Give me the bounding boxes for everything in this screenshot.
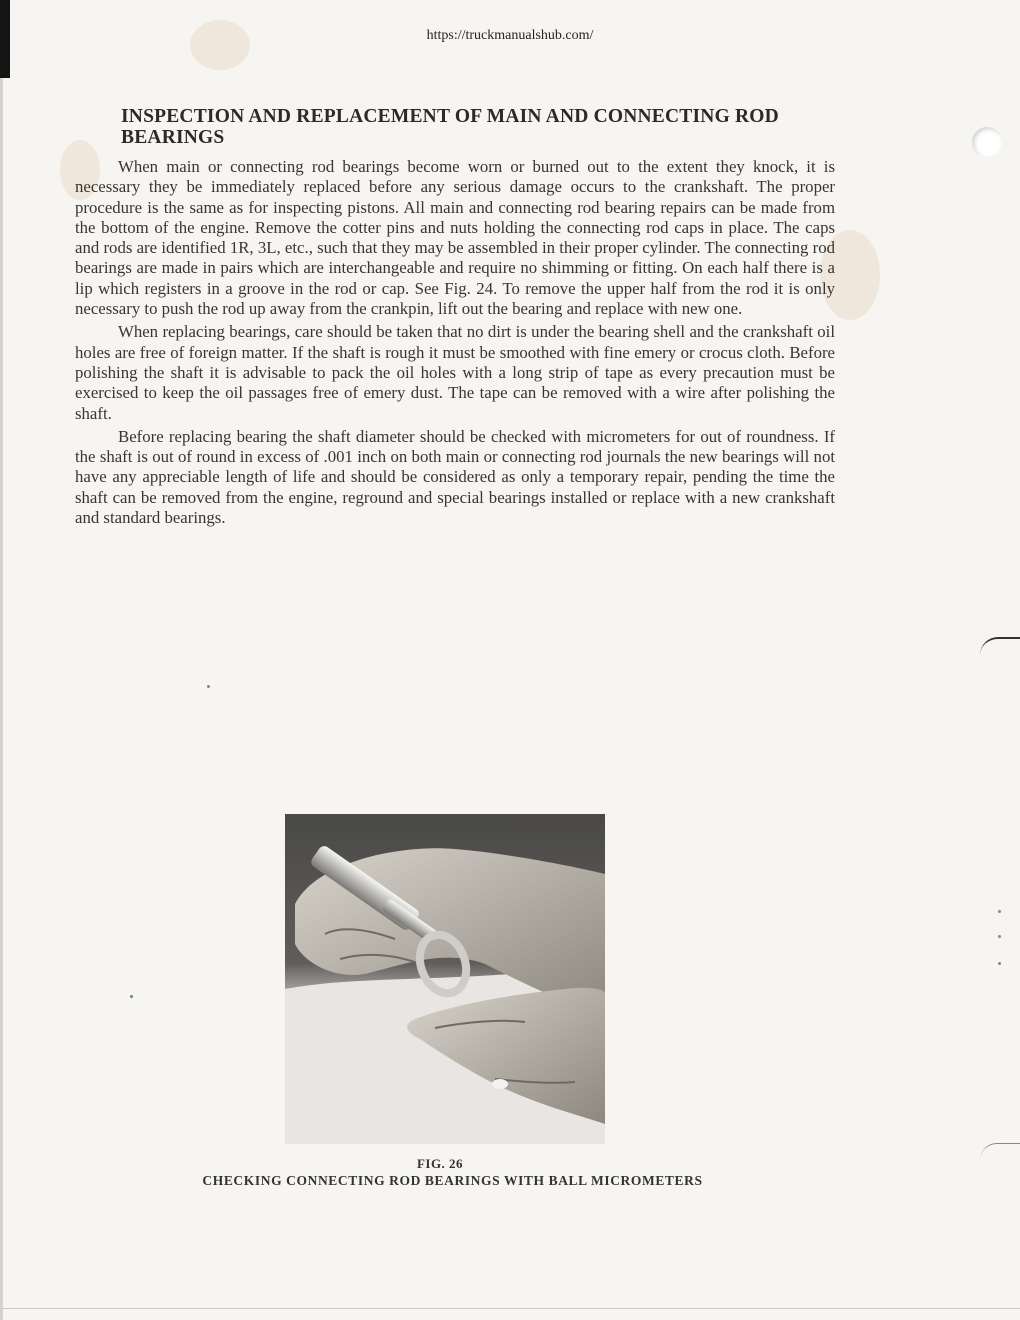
binder-hole bbox=[972, 127, 1002, 157]
figure-photo bbox=[285, 814, 605, 1144]
binder-mark bbox=[980, 637, 1020, 655]
binder-mark bbox=[980, 1143, 1020, 1160]
figure-caption: CHECKING CONNECTING ROD BEARINGS WITH BALL MICROMETERS bbox=[202, 1173, 703, 1188]
micrometer-photo-illustration bbox=[285, 814, 605, 1144]
paragraph: When replacing bearings, care should be taken that no dirt is under the bearing shell and the crankshaft oil holes are free of foreign matter. If the shaft is rough it must be smoothed with fine emery or crocus cloth. Before polishing the shaft it is advisable to pack the oil holes with a long strip of tape as every precaution must be exercised to keep the oil passages free of emery dust. The tape can be removed with a wire after polishing the shaft. bbox=[75, 322, 835, 423]
paragraph: When main or connecting rod bearings become worn or burned out to the extent they knock, it is necessary they be immediately replaced before any serious damage occurs to the crankshaft. The proper procedure is the same as for inspecting pistons. All main and connecting rod bearing repairs can be made from the bottom of the engine. Remove the cotter pins and nuts holding the connecting rod caps in place. The caps and rods are identified 1R, 3L, etc., such that they may be assembled in their proper cylinder. The connecting rod bearings are made in pairs which are interchangeable and require no shimming or fitting. On each half there is a lip which registers in a groove in the rod or cap. See Fig. 24. To remove the upper half from the rod it is only necessary to push the rod up away from the crankpin, lift out the bearing and replace with new one. bbox=[75, 157, 835, 319]
scan-speck bbox=[998, 935, 1001, 938]
scan-speck bbox=[130, 995, 133, 998]
section-heading: INSPECTION AND REPLACEMENT OF MAIN AND CONNECTING ROD BEARINGS bbox=[121, 106, 779, 148]
source-url: https://truckmanualshub.com/ bbox=[426, 28, 594, 43]
scan-edge-shadow bbox=[0, 78, 3, 1320]
scan-speck bbox=[998, 962, 1001, 965]
scan-speck bbox=[207, 685, 210, 688]
article-body bbox=[75, 157, 835, 531]
figure-number: FIG. 26 bbox=[416, 1156, 464, 1171]
page-bottom-edge bbox=[0, 1308, 1020, 1309]
scan-speck bbox=[998, 910, 1001, 913]
paragraph: Before replacing bearing the shaft diameter should be checked with micrometers for out of roundness. If the shaft is out of round in excess of .001 inch on both main or connecting rod journals the new bearings will not have any appreciable length of life and should be considered as only a temporary repair, pending the time the shaft can be removed from the engine, reground and special bearings installed or replace with a new crankshaft and standard bearings. bbox=[75, 426, 835, 528]
